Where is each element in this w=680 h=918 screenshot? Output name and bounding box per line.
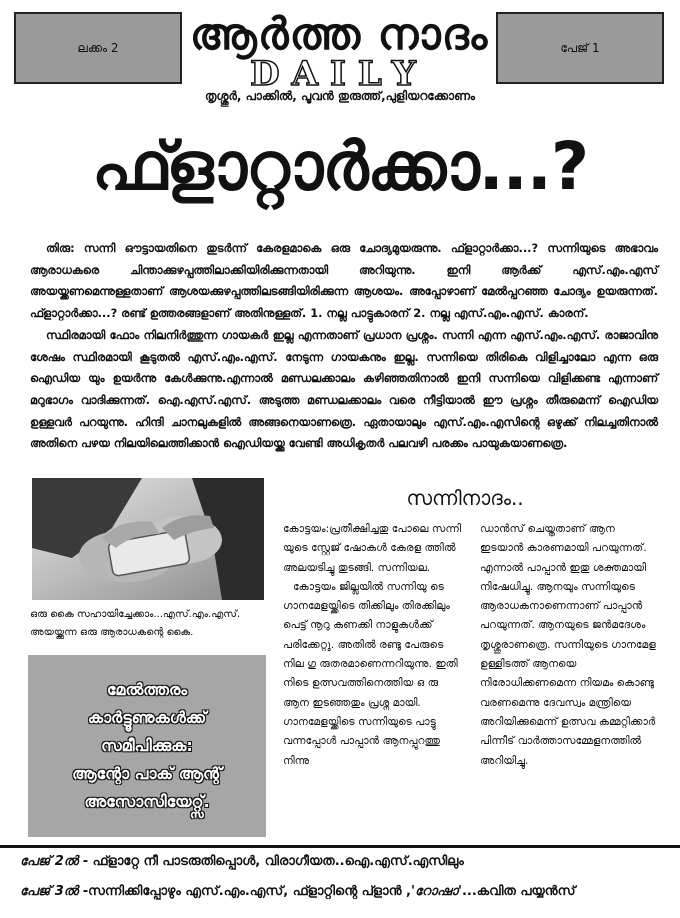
inside-pages-footer — [0, 845, 680, 918]
page-number-box — [496, 12, 664, 84]
headline: ഫ്ളാറ്റാർക്കാ...? — [91, 128, 589, 205]
teaser-page-label: പേജ് 3ൽ — [20, 884, 79, 899]
masthead-title: ആർത്ത നാദം — [189, 9, 489, 60]
page-number-label: പേജ് 1 — [560, 40, 600, 55]
article-column-1 — [283, 520, 465, 771]
page-2-teaser — [20, 854, 670, 869]
article-paragraph: കോട്ടയം:പ്രതീക്ഷിച്ചതു പോലെ സന്നി യുടെ സ്റ്റേജ് ഷോകൾ കേരള ത്തിൽ അലയടിച്ചു തുടങ്ങി. സന്നിയല. — [283, 523, 462, 574]
hands-phone-photo — [32, 478, 264, 600]
article-paragraph: ഡാൻസ് ചെയ്തതാണ് ആന ഇടയാൻ കാരണമായി പറയുന്നത്. എന്നാൽ പാപ്പാൻ ഇതു ശക്തമായി നിഷേധിച്ചു. ആനയും സന്നിയുടെ ആരാധകനാണെന്നാണ് പാപ്പാൻ പറയുന്നത്. ആനയുടെ ജൻമദേശം തൃശ്ശൂരാണത്രെ. സന്നിയുടെ ഗാനമേള ഉള്ളിടത്ത് ആനയെ നിരോധിക്കണമെന്ന നിയമം കൊണ്ടു വരണമെന്നു ദേവസ്വം മന്ത്രിയെ അറിയിക്കുമെന്ന് ഉത്സവ കമ്മറ്റിക്കാർ പിന്നീട് വാർത്താസമ്മേളനത്തിൽ അറിയിച്ചു. — [480, 523, 656, 767]
teaser-text: -സന്നിക്കിപ്പോഴും എസ്.എം.എസ്, ഫ്ളാറ്റിന്റെ പ്ളാൻ , — [78, 884, 411, 899]
lead-paragraph: സ്ഥിരമായി ഫോം നിലനിർത്തുന്ന ഗായകർ ഇല്ല എന്നതാണ് പ്രധാന പ്രശ്നം. സന്നി എന്ന എസ്.എം.എസ്. രാജാവിനു ശേഷം സ്ഥിരമായി കൂടുതൽ എസ്.എം.എസ്. നേടുന്ന ഗായകനും ഇല്ല. സന്നിയെ തിരികെ വിളിച്ചാലോ എന്ന ഒരു ഐഡിയ യും ഉയർന്നു കേൾക്കുന്നു.എന്നാൽ മണ്ഡലക്കാലം കഴിഞ്ഞതിനാൽ ഇനി സന്നിയെ വിളിക്കണ്ട എന്നാണ് മറുഭാഗം വാദിക്കുന്നത്. ഐ.എസ്.എസ്. അടുത്ത മണ്ഡലക്കാലം വരെ നീട്ടിയാൽ ഈ പ്രശ്നം തീരുമെന്ന് ഐഡിയ ഉള്ളവർ പറയുന്നു. ഹിന്ദി ചാനലുകളിൽ അങ്ങനെയാണത്രെ. ഏതായാലും എസ്.എം.എസിന്റെ ഒഴുക്ക് നിലച്ചതിനാൽ അതിനെ പഴയ നിലയിലെത്തിക്കാൻ ഐഡിയയ്ക്കു വേണ്ടി അധികൃതർ പലവഴി പരക്കം പായുകയാണത്രെ. — [30, 327, 658, 451]
issue-number-box — [14, 12, 182, 84]
page-3-teaser — [20, 884, 670, 899]
article-column-2 — [480, 520, 658, 771]
teaser-text: ...കവിത പയ്യൻസ് — [461, 884, 576, 899]
photo-caption: ഒരു കൈ സഹായിച്ചേക്കാം...എസ്.എം.എസ്. അയയ്ക്കുന്ന ഒരു ആരാധകന്റെ കൈ. — [30, 609, 241, 638]
issue-number-label: ലക്കം 2 — [77, 40, 119, 55]
article-paragraph: കോട്ടയം ജില്ലയിൽ സന്നിയു ടെ ഗാനമേളയ്ക്കിടെ തിക്കിലും തിരക്കിലും പെട്ട് നൂറു കണക്കി നാളുകൾക്ക് പരിക്കേറ്റു. അതിൽ രണ്ടു പേരുടെ നില ഗു രുതരമാണെന്നറിയുന്നു. ഇതി നിടെ ഉത്സവത്തിനെത്തിയ ഒ രു ആന ഇടഞ്ഞതും പ്രശ്ന മായി. ഗാനമേളയ്ക്കിടെ സന്നിയുടെ പാട്ടു വന്നപ്പോൾ പാപ്പാൻ ആനപ്പുറത്തു നിന്നു — [283, 580, 458, 767]
teaser-page-label: പേജ് 2ൽ — [20, 854, 79, 869]
edition-locations: തൃശ്ശൂർ, പാക്കിൽ, പൂവൻ തുരുത്ത്,പുളിയറക്കോണം — [204, 89, 476, 103]
lead-story — [30, 238, 658, 455]
advert-line: സമീപിക്കുക: — [101, 736, 193, 755]
advert-line: മേൽത്തരം — [106, 680, 188, 699]
article-title: സന്നിനാദം.. — [406, 486, 524, 510]
lead-paragraph: തിരു: സന്നി ഔട്ടായതിനെ തുടർന്ന് കേരളമാകെ ഒരു ചോദ്യമുയരുന്നു. ഫ്ളാറ്റാർക്കാ...? സന്നിയുടെ അഭാവം ആരാധകരെ ചിന്താക്കുഴപ്പത്തിലാക്കിയിരിക്കുന്നതായി അറിയുന്നു. ഇനി ആർക്ക് എസ്.എം.എസ് അയയ്ക്കണമെന്നുള്ളതാണ് ആശയക്കുഴപ്പത്തിലടങ്ങിയിരിക്കുന്ന ആശയം. അപ്പോഴാണ് മേൽപ്പറഞ്ഞ ചോദ്യം ഉയരുന്നത്. ഫ്ളാറ്റാർക്കാ...? രണ്ട് ഉത്തരങ്ങളാണ് അതിനുള്ളത്. 1. നല്ല പാട്ടുകാരന് 2. നല്ല എസ്.എം.എസ്. കാരന്. — [30, 241, 658, 321]
advert-line: ആന്റോ പാക് ആന്റ് — [72, 764, 222, 783]
advert-line: കാർട്ടൂണുകൾക്ക് — [87, 708, 207, 727]
advert-line: അസോസിയേറ്റ്സ്. — [84, 792, 210, 811]
teaser-text: - ഫ്ളാറ്റേ നീ പാടരുതിപ്പൊൾ, വിരാഗീയത..ഐ.എസ്.എസിലും — [78, 854, 464, 869]
masthead-subtitle: DAILY — [250, 54, 428, 94]
cartoon-advert — [28, 655, 266, 837]
teaser-quote: 'റോഷാ' — [411, 884, 462, 899]
